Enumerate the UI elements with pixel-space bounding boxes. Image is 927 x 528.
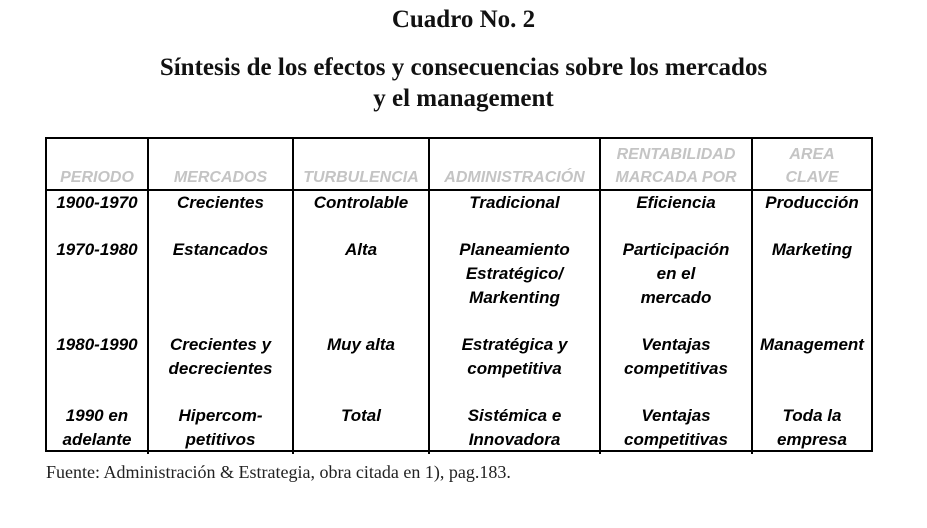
cell-text: Marketing bbox=[771, 240, 853, 259]
header-turbulencia bbox=[293, 139, 429, 190]
cell-periodo bbox=[47, 238, 148, 333]
cell-mercados bbox=[148, 404, 293, 454]
cell-text: 1900-1970 bbox=[56, 193, 138, 212]
cell-text: decrecientes bbox=[168, 359, 273, 378]
summary-table bbox=[47, 139, 871, 454]
header-text: ADMINISTRACIÓN bbox=[444, 169, 585, 186]
subtitle-line-2: y el management bbox=[373, 85, 554, 112]
cell-text: Eficiencia bbox=[636, 193, 716, 212]
cell-administracion bbox=[429, 333, 600, 404]
cell-rentabilidad bbox=[600, 404, 752, 454]
header-text: TURBULENCIA bbox=[303, 169, 419, 186]
cell-text: petitivos bbox=[185, 430, 256, 449]
table-header-row bbox=[47, 139, 871, 190]
cell-text: Controlable bbox=[313, 193, 409, 212]
cell-area-clave bbox=[752, 333, 871, 404]
cell-text: competitiva bbox=[467, 359, 562, 378]
cell-text: 1970-1980 bbox=[56, 240, 138, 259]
cell-area-clave bbox=[752, 404, 871, 454]
cell-text: Participación bbox=[622, 240, 730, 259]
cell-text: competitivas bbox=[624, 359, 728, 378]
header-text: RENTABILIDAD bbox=[616, 146, 736, 163]
table-row bbox=[47, 333, 871, 404]
cell-text: Estratégico/ bbox=[465, 264, 564, 283]
cell-text: Total bbox=[341, 406, 381, 425]
header-administracion bbox=[429, 139, 600, 190]
header-text: AREA bbox=[789, 146, 835, 163]
header-periodo bbox=[47, 139, 148, 190]
cell-periodo bbox=[47, 333, 148, 404]
header-rentabilidad bbox=[600, 139, 752, 190]
cell-rentabilidad bbox=[600, 333, 752, 404]
cell-administracion bbox=[429, 238, 600, 333]
cell-text: Planeamiento bbox=[459, 240, 570, 259]
cell-text: Crecientes bbox=[177, 193, 264, 212]
cell-text: Ventajas bbox=[641, 335, 711, 354]
cell-text: Crecientes y bbox=[169, 335, 272, 354]
cell-periodo bbox=[47, 404, 148, 454]
cell-text: Innovadora bbox=[468, 430, 561, 449]
cell-text: mercado bbox=[640, 288, 712, 307]
cell-area-clave bbox=[752, 238, 871, 333]
header-area-clave bbox=[752, 139, 871, 190]
cell-turbulencia bbox=[293, 238, 429, 333]
cell-text: Hipercom- bbox=[178, 406, 263, 425]
cell-turbulencia bbox=[293, 333, 429, 404]
cell-area-clave bbox=[752, 190, 871, 238]
source-note: Fuente: Administración & Estrategia, obra citada en 1), pag.183. bbox=[46, 462, 511, 482]
cell-text: Sistémica e bbox=[467, 406, 562, 425]
page-title: Cuadro No. 2 bbox=[391, 6, 536, 33]
header-text: MARCADA POR bbox=[615, 169, 737, 186]
table-row bbox=[47, 404, 871, 454]
cell-administracion bbox=[429, 404, 600, 454]
cell-text: Ventajas bbox=[641, 406, 711, 425]
cell-rentabilidad bbox=[600, 238, 752, 333]
cell-text: Muy alta bbox=[326, 335, 396, 354]
cell-text: Management bbox=[760, 335, 864, 354]
cell-mercados bbox=[148, 190, 293, 238]
summary-table-frame bbox=[45, 137, 873, 452]
subtitle-line-1: Síntesis de los efectos y consecuencias sobre los mercados bbox=[159, 54, 768, 81]
cell-text: en el bbox=[656, 264, 696, 283]
cell-administracion bbox=[429, 190, 600, 238]
cell-text: Markenting bbox=[469, 288, 560, 307]
header-text: PERIODO bbox=[60, 169, 134, 186]
header-text: CLAVE bbox=[785, 169, 839, 186]
header-text: MERCADOS bbox=[173, 169, 268, 186]
cell-text: 1980-1990 bbox=[56, 335, 138, 354]
cell-text: Estratégica y bbox=[461, 335, 568, 354]
cell-mercados bbox=[148, 238, 293, 333]
cell-mercados bbox=[148, 333, 293, 404]
table-row bbox=[47, 190, 871, 238]
cell-text: 1990 en bbox=[65, 406, 129, 425]
cell-text: empresa bbox=[777, 430, 847, 449]
cell-periodo bbox=[47, 190, 148, 238]
cell-text: Alta bbox=[344, 240, 378, 259]
table-row bbox=[47, 238, 871, 333]
cell-text: adelante bbox=[62, 430, 132, 449]
cell-text: Tradicional bbox=[469, 193, 560, 212]
cell-text: competitivas bbox=[624, 430, 728, 449]
cell-turbulencia bbox=[293, 190, 429, 238]
header-mercados bbox=[148, 139, 293, 190]
cell-rentabilidad bbox=[600, 190, 752, 238]
cell-turbulencia bbox=[293, 404, 429, 454]
cell-text: Toda la bbox=[782, 406, 842, 425]
cell-text: Estancados bbox=[172, 240, 269, 259]
cell-text: Producción bbox=[765, 193, 859, 212]
